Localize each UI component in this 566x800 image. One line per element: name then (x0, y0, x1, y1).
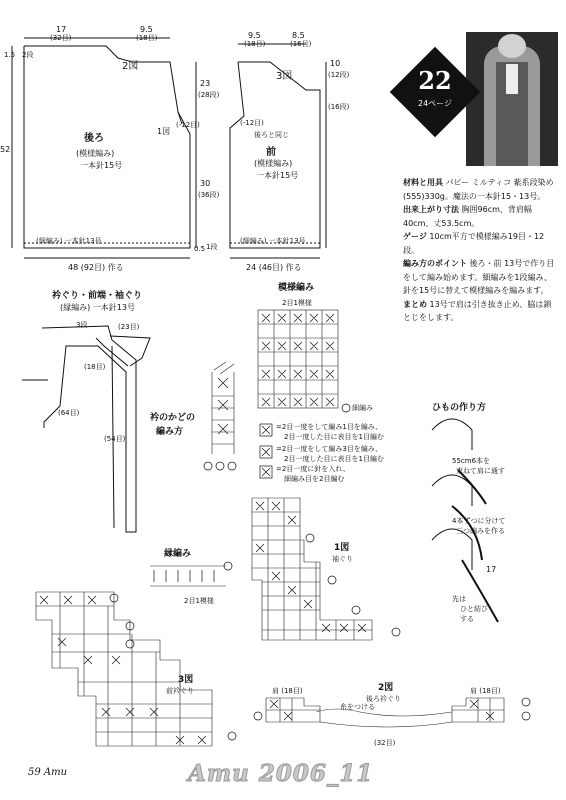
pattern-chart-grid (258, 310, 338, 408)
back-title: 後ろ (84, 133, 104, 144)
fig2-sub: 後ろ衿ぐり (366, 695, 401, 703)
back-dec: (-12目) (176, 121, 200, 129)
back-hem: (細編み) 一本針13号 (36, 237, 102, 245)
cord-step3a: 先は (452, 595, 466, 603)
front-dec: (-12目) (240, 119, 264, 127)
front-hem: (細編み) 一本針13号 (240, 237, 306, 245)
edge-repeat: 2目1模様 (184, 597, 214, 605)
front-bottom: 24 (46目) 作る (246, 263, 302, 272)
materials-label: 材料と用具 (403, 178, 443, 187)
legend-2a: =2目一度をして編み3目を編み、 (276, 445, 383, 453)
collar-top: (23目) (118, 323, 140, 331)
collar-54: (54目) (104, 435, 126, 443)
collar-sub: (縁編み) 一本針13号 (60, 303, 135, 312)
back-fig: 2図 (122, 61, 139, 72)
front-pattern: (模様編み) (254, 159, 293, 168)
cord-step1a: 55cm6本を (452, 457, 491, 465)
page-number (28, 767, 67, 778)
fig1-label: 1図 (334, 543, 350, 553)
legend-1a: =2目一度をして編み1目を編み、 (276, 423, 383, 431)
collar-edging-outline (42, 326, 136, 532)
back-body-hs: (36段) (198, 191, 220, 199)
fig1-sub: 袖ぐり (332, 555, 353, 563)
back-top-w2s: (18目) (136, 34, 158, 42)
back-arm-hs: (28段) (198, 91, 220, 99)
footer-title: Amu 2006_11 (188, 760, 374, 787)
garment-photo (466, 32, 558, 166)
cord-step3b: ひと結び (460, 605, 488, 613)
fig2-center: (32目) (374, 739, 396, 747)
corner-chart-grid (212, 362, 234, 454)
pattern-chart-repeat: 2目1模様 (282, 299, 312, 307)
cord-step2b: 三つ編みを作る (456, 527, 505, 535)
fig2-label: 2図 (378, 683, 394, 693)
front-title: 前 (266, 147, 276, 158)
front-top-w2: 8.5 (292, 31, 305, 40)
gauge-label: ゲージ (403, 232, 427, 241)
page-number-value: 59 (28, 767, 41, 778)
fig2-thread: 糸をつける (340, 703, 375, 711)
pattern-chart-title: 模様編み (278, 283, 315, 293)
back-body-h: 30 (200, 179, 211, 188)
collar-64: (64目) (58, 409, 80, 417)
size-label: 出来上がり寸法 (403, 205, 459, 214)
legend-3b: 細編み目を2目編む (284, 475, 345, 483)
fig3-chart-grid (36, 592, 212, 746)
magazine-name: Amu (43, 767, 68, 778)
cord-step1b: 束ねて肩に通す (456, 467, 505, 475)
cord-title: ひもの作り方 (432, 403, 487, 413)
back-pattern: (模様編み) (76, 149, 115, 158)
collar-rows: 3段 (76, 321, 88, 329)
back-shoulder-rows: 2段 (22, 51, 34, 59)
back-needle: 一本針15号 (80, 161, 123, 170)
back-length: 52 (0, 145, 11, 154)
back-hem-hs: 1段 (206, 243, 218, 251)
collar-corner-1: 衿のかどの (150, 413, 196, 423)
front-fig: 3図 (276, 71, 293, 82)
fig3-label: 3図 (178, 675, 194, 685)
cord-len: 17 (486, 565, 497, 574)
front-top-w2s: (16目) (290, 40, 312, 48)
edge-title: 縁編み (164, 549, 192, 559)
front-neck-h: 10 (330, 59, 341, 68)
front-same: 後ろと同じ (254, 131, 289, 139)
fig1-chart-grid (252, 498, 372, 640)
fig3-sub: 前衿ぐり (166, 687, 194, 695)
front-top-w1s: (18目) (244, 40, 266, 48)
collar-title: 衿ぐり・前端・袖ぐり (52, 291, 143, 301)
back-shoulder: 1.5 (4, 51, 16, 59)
issue-number: 22 (418, 66, 452, 95)
back-top-w2: 9.5 (140, 25, 153, 34)
finish-label: まとめ (403, 299, 427, 309)
back-hem-h: 0.5 (194, 245, 206, 253)
edge-chart-grid (150, 566, 226, 586)
back-piece-outline (24, 46, 190, 248)
cord-step3c: する (460, 615, 474, 623)
back-bottom: 48 (92目) 作る (68, 263, 124, 272)
front-neck-hs: (12段) (328, 71, 350, 79)
collar-corner-2: 編み方 (156, 427, 184, 437)
legend-3a: =2目一度に針を入れ、 (276, 465, 350, 473)
materials-text: パピー ミルティコ 紫系段染め(555)330g。魔法の一本針15・13号。 (403, 178, 554, 201)
back-fig1: 1図 (157, 127, 171, 136)
legend-1b: 2目一度した目に表目を1目編む (284, 433, 384, 441)
pattern-chart-start: 細編み (352, 404, 373, 412)
points-text: 後ろ・前 13号で作り目をして編み始めます。細編みを1段編み、針を15号に替えて模様編みを編みます。 (403, 259, 555, 295)
gauge-text: 10cm平方で模様編み19目・12段。 (403, 232, 545, 255)
points-label: 編み方のポイント (403, 259, 467, 268)
fig2-shoulder-left: 肩 (18目) (272, 687, 303, 695)
front-needle: 一本針15号 (256, 171, 299, 180)
instructions-text (403, 176, 555, 325)
fig2-shoulder-right: 肩 (18目) (470, 687, 501, 695)
legend-2b: 2目一度した目に表目を1目編む (284, 455, 384, 463)
back-arm-h: 23 (200, 79, 211, 88)
back-top-w1s: (32目) (50, 34, 72, 42)
front-side-hs: (16段) (328, 103, 350, 111)
issue-page-ref: 24ページ (417, 99, 453, 108)
collar-18: (18目) (84, 363, 106, 371)
size-text: 胸囲96cm、背肩幅40cm、丈53.5cm。 (403, 205, 532, 228)
cord-step2a: 4本ずつに分けて (452, 517, 506, 525)
legend-symbols (260, 424, 272, 478)
front-top-w1: 9.5 (248, 31, 261, 40)
finish-text: 13号で肩は引き抜き止め、脇は鎖とじをします。 (403, 299, 552, 322)
back-top-w1: 17 (56, 25, 67, 34)
